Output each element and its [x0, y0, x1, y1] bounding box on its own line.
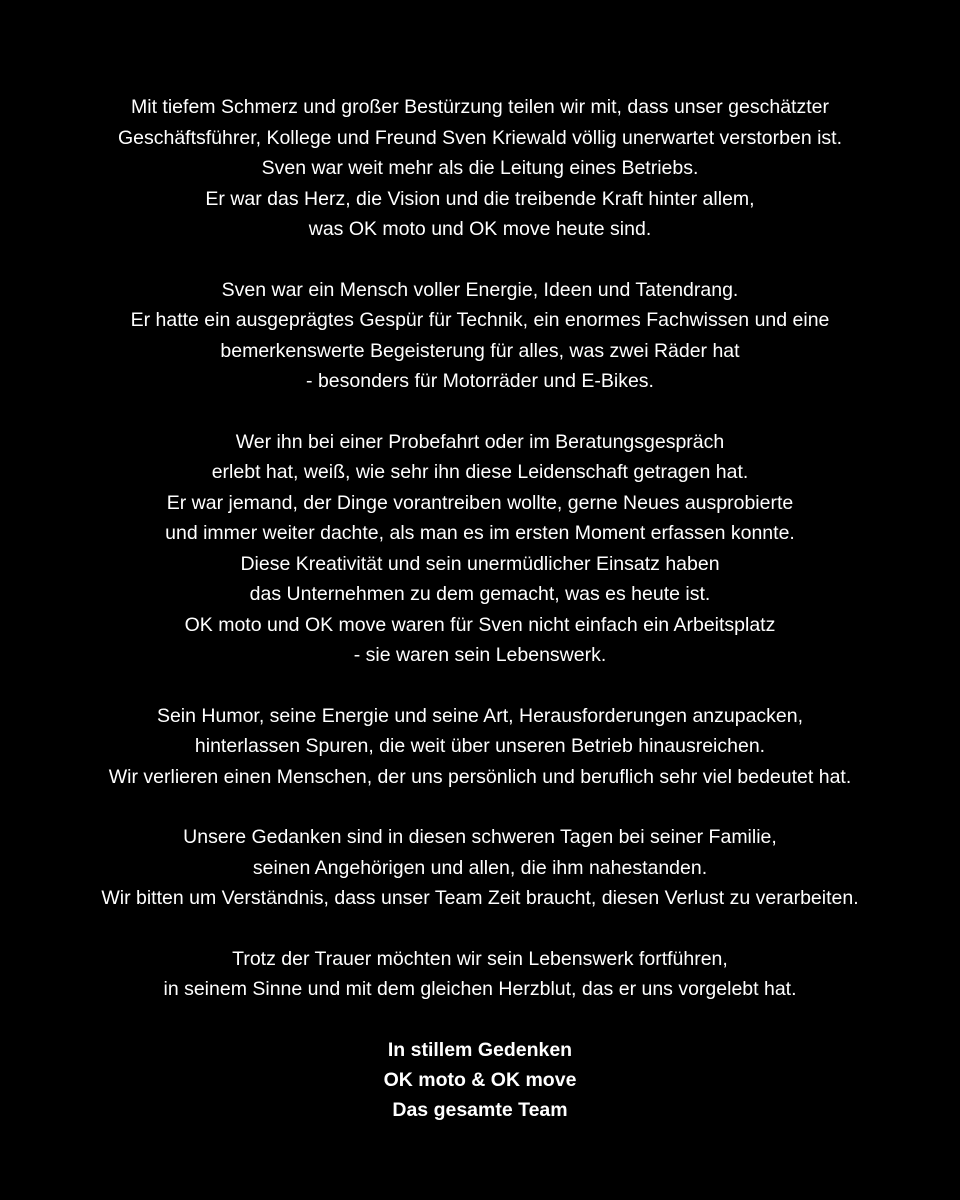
text-line: OK moto und OK move waren für Sven nicht einfach ein Arbeitsplatz — [184, 613, 776, 636]
memorial-notice — [0, 92, 960, 1125]
text-line: Unsere Gedanken sind in diesen schweren Tagen bei seiner Familie, — [183, 826, 777, 848]
text-line: Geschäftsführer, Kollege und Freund Sven Kriewald völlig unerwartet verstorben ist. — [117, 126, 843, 149]
text-line: Er war jemand, der Dinge vorantreiben wollte, gerne Neues ausprobierte — [166, 491, 794, 514]
text-line: Diese Kreativität und sein unermüdlicher Einsatz haben — [240, 552, 720, 575]
text-line: - besonders für Motorräder und E-Bikes. — [306, 370, 654, 392]
text-line: was OK moto und OK move heute sind. — [308, 218, 652, 240]
signature-block — [0, 1035, 960, 1125]
signature-line: Das gesamte Team — [392, 1098, 568, 1121]
text-line: Sein Humor, seine Energie und seine Art, Herausforderungen anzupacken, — [156, 704, 804, 727]
paragraph-family — [0, 822, 960, 914]
text-line: Er hatte ein ausgeprägtes Gespür für Technik, ein enormes Fachwissen und eine — [130, 309, 830, 331]
signature-line: In stillem Gedenken — [387, 1038, 573, 1061]
text-line: bemerkenswerte Begeisterung für alles, was zwei Räder hat — [220, 339, 740, 362]
text-line: und immer weiter dachte, als man es im ersten Moment erfassen konnte. — [165, 522, 795, 544]
signature-line: OK moto & OK move — [383, 1068, 577, 1091]
text-line: das Unternehmen zu dem gemacht, was es heute ist. — [249, 583, 711, 605]
text-line: Wir verlieren einen Menschen, der uns persönlich und beruflich sehr viel bedeutet hat. — [108, 765, 852, 788]
text-line: - sie waren sein Lebenswerk. — [353, 644, 607, 666]
text-line: Wer ihn bei einer Probefahrt oder im Beratungsgespräch — [235, 430, 725, 453]
paragraph-legacy — [0, 944, 960, 1005]
text-line: hinterlassen Spuren, die weit über unseren Betrieb hinausreichen. — [194, 735, 766, 757]
paragraph-personality — [0, 275, 960, 397]
text-line: erlebt hat, weiß, wie sehr ihn diese Leidenschaft getragen hat. — [211, 461, 749, 483]
paragraph-announcement — [0, 92, 960, 245]
text-line: Wir bitten um Verständnis, dass unser Team Zeit braucht, diesen Verlust zu verarbeiten. — [101, 887, 859, 909]
text-line: in seinem Sinne und mit dem gleichen Herzblut, das er uns vorgelebt hat. — [163, 978, 797, 1000]
text-line: Er war das Herz, die Vision und die treibende Kraft hinter allem, — [205, 187, 755, 210]
text-line: Sven war weit mehr als die Leitung eines Betriebs. — [261, 157, 699, 179]
text-line: Sven war ein Mensch voller Energie, Ideen und Tatendrang. — [221, 278, 739, 301]
text-line: Mit tiefem Schmerz und großer Bestürzung teilen wir mit, dass unser geschätzter — [131, 96, 829, 118]
paragraph-passion — [0, 427, 960, 671]
text-line: seinen Angehörigen und allen, die ihm nahestanden. — [252, 856, 708, 879]
text-line: Trotz der Trauer möchten wir sein Lebenswerk fortführen, — [232, 947, 728, 970]
paragraph-humor — [0, 701, 960, 793]
